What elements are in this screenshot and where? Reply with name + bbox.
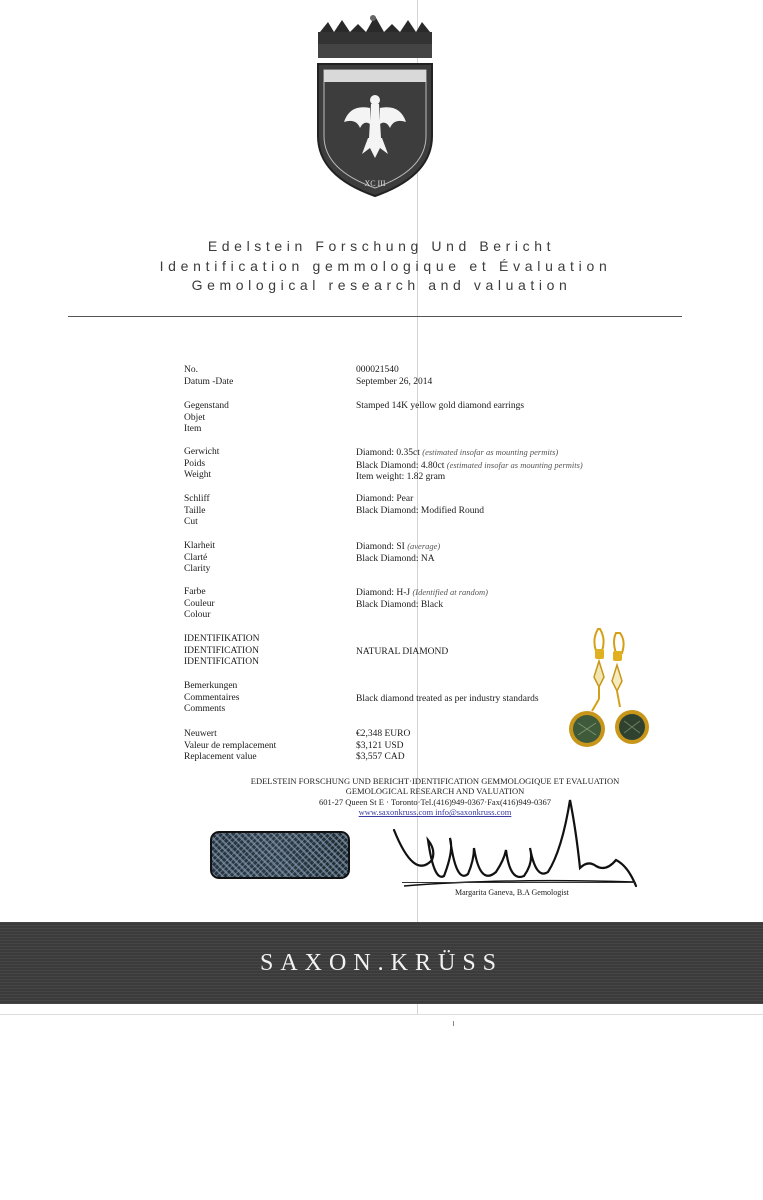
header-line-english: Gemological research and valuation (191, 277, 572, 293)
field-value-labels: Neuwert Valeur de remplacement Replacement value (184, 729, 277, 763)
field-cut-labels: Schliff Taille Cut (184, 494, 210, 528)
earring-right (612, 633, 649, 744)
crown-icon (318, 15, 432, 58)
header-divider (68, 316, 682, 317)
field-value-values: €2,348 EURO $3,121 USD $3,557 CAD (356, 729, 411, 763)
field-weight-values: Diamond: 0.35ct (estimated insofar as mounting permits) Black Diamond: 4.80ct (estimated insofar as mounting permits) Item weight: 1.82 gram (356, 447, 583, 483)
signatory-name: Margarita Ganeva, B.A Gemologist (455, 888, 569, 897)
field-item-labels: Gegenstand Objet Item (184, 401, 229, 435)
earring-left (569, 629, 605, 747)
field-identification-values: NATURAL DIAMOND (356, 647, 449, 657)
field-clarity-labels: Klarheit Clarté Clarity (184, 541, 216, 575)
field-comments-labels: Bemerkungen Commentaires Comments (184, 681, 240, 715)
scan-mark (453, 1021, 454, 1026)
header-line-french: Identification gemmologique et Évaluation (159, 258, 612, 274)
signature-line (402, 882, 636, 883)
field-colour-labels: Farbe Couleur Colour (184, 587, 215, 621)
field-clarity-values: Diamond: SI (average) Black Diamond: NA (356, 541, 441, 564)
field-cut-values: Diamond: Pear Black Diamond: Modified Round (356, 494, 484, 516)
footer-web-link[interactable]: www.saxonkruss.com info@saxonkruss.com (358, 807, 512, 818)
field-item-values: Stamped 14K yellow gold diamond earrings (356, 401, 525, 411)
page-edge (0, 1014, 763, 1015)
crest-emblem (310, 8, 440, 208)
footer-address-block: EDELSTEIN FORSCHUNG UND BERICHT·IDENTIFICATION GEMMOLOGIQUE ET EVALUATION GEMOLOGICAL RESEARCH AND VALUATION 601-27 Queen St E · Toronto·Tel.(416)949-0367·Fax(416)949-0367 www.saxonkruss.com info@saxonkruss.com (200, 776, 670, 818)
hologram-security-sticker (210, 831, 350, 879)
field-identification-labels: IDENTIFIKATION IDENTIFICATION IDENTIFICATION (184, 634, 260, 668)
field-weight-labels: Gerwicht Poids Weight (184, 447, 220, 481)
field-number-values: 000021540 September 26, 2014 (356, 365, 433, 387)
field-number-labels: No. Datum -Date (184, 365, 234, 387)
field-comments-values: Black diamond treated as per industry standards (356, 694, 539, 704)
header-line-german: Edelstein Forschung Und Bericht (207, 238, 556, 254)
svg-text:XC III: XC III (364, 179, 386, 188)
earrings-photo (550, 625, 670, 755)
field-colour-values: Diamond: H-J (Identified at random) Black Diamond: Black (356, 587, 489, 610)
brand-name: SAXON.KRÜSS (259, 950, 504, 976)
